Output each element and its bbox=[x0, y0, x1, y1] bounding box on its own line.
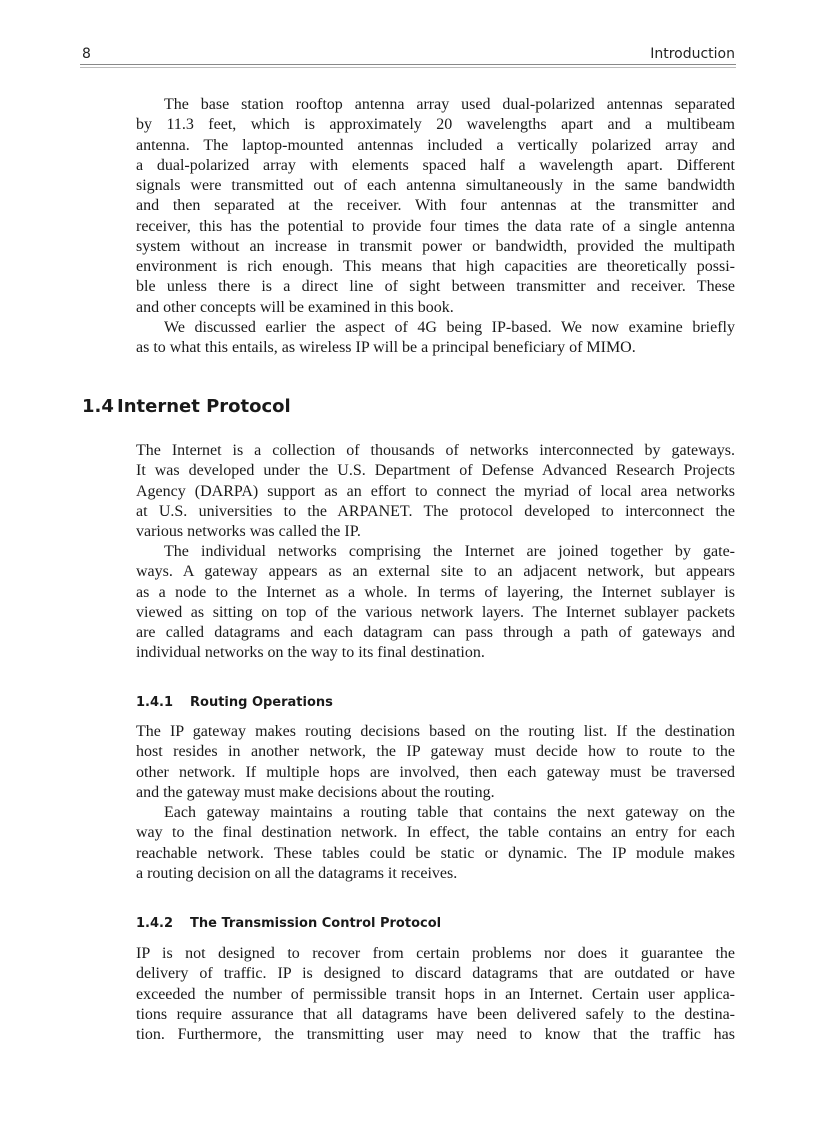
subsection-title: Routing Operations bbox=[190, 695, 333, 710]
text-line: It was developed under the U.S. Department of Defense Advanced Research Projects bbox=[136, 462, 735, 480]
text-line: by 11.3 feet, which is approximately 20 wavelengths apart and a multibeam bbox=[136, 116, 735, 134]
text-line: as a node to the Internet as a whole. In terms of layering, the Internet sublayer is bbox=[136, 583, 735, 601]
text-line: various networks was called the IP. bbox=[136, 523, 361, 540]
text-line: and other concepts will be examined in this book. bbox=[136, 298, 454, 316]
subsection-title: The Transmission Control Protocol bbox=[190, 916, 442, 931]
text-line: signals were transmitted out of each antenna simultaneously in the same bandwidth bbox=[136, 177, 735, 194]
section-title: Internet Protocol bbox=[117, 396, 291, 417]
running-title: Introduction bbox=[650, 46, 735, 62]
text-line: way to the final destination network. In effect, the table contains an entry for each bbox=[136, 824, 735, 842]
text-line: a dual-polarized array with elements spaced half a wavelength apart. Different bbox=[136, 156, 735, 174]
text-line: other network. If multiple hops are involved, then each gateway must be traversed bbox=[136, 763, 735, 781]
page-number: 8 bbox=[82, 46, 91, 62]
text-line: are called datagrams and each datagram can pass through a path of gateways and bbox=[136, 624, 735, 641]
text-line: environment is rich enough. This means that high capacities are theoretically possi- bbox=[136, 258, 735, 275]
text-line: tions require assurance that all datagrams have been delivered safely to the destina- bbox=[136, 1005, 735, 1023]
subsection-number: 1.4.2 bbox=[136, 916, 174, 931]
text-line: and then separated at the receiver. With four antennas at the transmitter and bbox=[136, 197, 735, 215]
text-line: ble unless there is a direct line of sight between transmitter and receiver. These bbox=[136, 278, 735, 296]
text-line: The base station rooftop antenna array used dual-polarized antennas separated bbox=[164, 96, 735, 113]
text-line: and the gateway must make decisions about the routing. bbox=[136, 783, 495, 801]
paragraph bbox=[136, 542, 735, 664]
text-line: tion. Furthermore, the transmitting user may need to know that the traffic has bbox=[136, 1026, 735, 1043]
text-line: individual networks on the way to its final destination. bbox=[136, 644, 485, 662]
header-rule bbox=[80, 64, 736, 68]
text-line: host resides in another network, the IP gateway must decide how to route to the bbox=[136, 743, 735, 761]
text-line: receiver, this has the potential to provide four times the data rate of a single antenna bbox=[136, 217, 735, 235]
paragraph bbox=[136, 803, 735, 884]
subsection-heading bbox=[136, 695, 333, 710]
section-heading bbox=[82, 396, 291, 417]
subsection-heading bbox=[136, 916, 441, 931]
text-line: viewed as sitting on top of the various network layers. The Internet sublayer packets bbox=[136, 603, 735, 621]
text-line: The Internet is a collection of thousands of networks interconnected by gateways. bbox=[136, 442, 735, 459]
text-line: reachable network. These tables could be static or dynamic. The IP module makes bbox=[136, 844, 735, 862]
paragraph bbox=[136, 441, 735, 542]
section-number: 1.4 bbox=[82, 396, 114, 417]
paragraph bbox=[136, 944, 735, 1045]
text-line: ways. A gateway appears as an external site to an adjacent network, but appears bbox=[136, 563, 735, 581]
paragraph bbox=[136, 318, 735, 359]
subsection-number: 1.4.1 bbox=[136, 695, 174, 710]
text-line: Each gateway maintains a routing table that contains the next gateway on the bbox=[164, 804, 735, 821]
text-line: We discussed earlier the aspect of 4G being IP-based. We now examine briefly bbox=[164, 319, 735, 336]
text-line: The individual networks comprising the Internet are joined together by gate- bbox=[164, 543, 735, 560]
paragraph bbox=[136, 722, 735, 803]
text-line: as to what this entails, as wireless IP will be a principal beneficiary of MIMO. bbox=[136, 339, 636, 357]
text-line: The IP gateway makes routing decisions based on the routing list. If the destination bbox=[136, 723, 735, 740]
text-line: at U.S. universities to the ARPANET. The protocol developed to interconnect the bbox=[136, 502, 735, 520]
text-line: Agency (DARPA) support as an effort to connect the myriad of local area networks bbox=[136, 482, 735, 500]
text-line: IP is not designed to recover from certain problems nor does it guarantee the bbox=[136, 945, 735, 962]
text-line: exceeded the number of permissible transit hops in an Internet. Certain user applica- bbox=[136, 985, 735, 1003]
text-line: system without an increase in transmit power or bandwidth, provided the multipath bbox=[136, 237, 735, 255]
text-line: a routing decision on all the datagrams it receives. bbox=[136, 864, 458, 882]
paragraph bbox=[136, 95, 735, 318]
text-line: delivery of traffic. IP is designed to discard datagrams that are outdated or have bbox=[136, 965, 735, 983]
text-line: antenna. The laptop-mounted antennas included a vertically polarized array and bbox=[136, 136, 735, 154]
